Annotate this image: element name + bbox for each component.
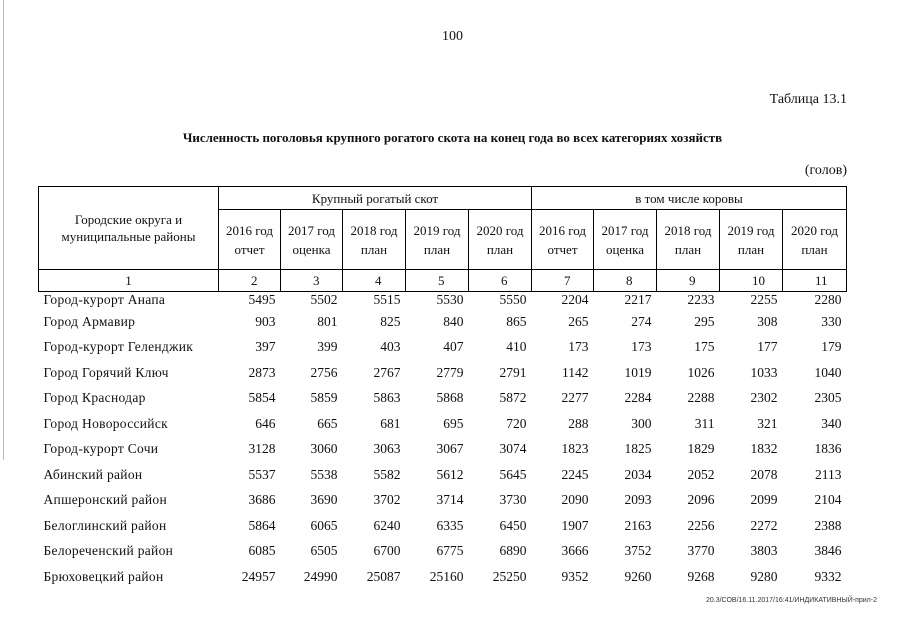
year-header: [219, 210, 281, 270]
value-cell: 1836: [814, 441, 842, 457]
district-name: Белоглинский район: [43, 517, 167, 533]
table-row: [39, 462, 847, 488]
value-cell: 695: [443, 415, 464, 431]
value-cell: 25160: [429, 568, 464, 584]
table-row: [39, 335, 847, 361]
value-cell: 1832: [750, 441, 778, 457]
value-cell: 5550: [499, 292, 527, 307]
value-cell: 2388: [814, 517, 842, 533]
value-cell: 3730: [499, 492, 527, 508]
cattle-group-header: Крупный рогатый скот: [219, 187, 532, 210]
value-cell: 3690: [310, 492, 338, 508]
value-cell: 801: [317, 313, 338, 329]
value-cell: 3803: [750, 543, 778, 559]
table-row: [39, 360, 847, 386]
value-cell: 2163: [624, 517, 652, 533]
value-cell: 403: [380, 339, 401, 355]
value-cell: 2093: [624, 492, 652, 508]
year-header: [281, 210, 343, 270]
value-cell: 24990: [303, 568, 338, 584]
value-cell: 2099: [750, 492, 778, 508]
value-cell: 2288: [687, 390, 715, 406]
value-cell: 24957: [241, 568, 276, 584]
value-cell: 2305: [814, 390, 842, 406]
value-cell: 5645: [499, 466, 527, 482]
value-cell: 9332: [814, 568, 842, 584]
value-cell: 3067: [436, 441, 464, 457]
column-number: 2: [219, 270, 281, 292]
district-name: Город Горячий Ключ: [43, 364, 169, 380]
value-cell: 5515: [373, 292, 401, 307]
value-cell: 5868: [436, 390, 464, 406]
value-cell: 825: [380, 313, 401, 329]
district-name: Брюховецкий район: [43, 568, 164, 584]
value-cell: 399: [317, 339, 338, 355]
value-cell: 2113: [815, 466, 842, 482]
column-number: 8: [594, 270, 657, 292]
value-cell: 5495: [248, 292, 276, 307]
value-cell: 288: [568, 415, 589, 431]
value-cell: 2302: [750, 390, 778, 406]
district-name: Город-курорт Сочи: [43, 441, 159, 457]
value-cell: 311: [694, 415, 715, 431]
value-cell: 308: [757, 313, 778, 329]
year-kind: план: [360, 241, 388, 257]
value-cell: 2090: [561, 492, 589, 508]
year-label: 2018 год: [350, 222, 398, 238]
value-cell: 2277: [561, 390, 589, 406]
district-name: Город Армавир: [43, 313, 136, 329]
value-cell: 1829: [687, 441, 715, 457]
value-cell: 274: [631, 313, 652, 329]
value-cell: 2255: [750, 292, 778, 307]
value-cell: 25250: [492, 568, 527, 584]
value-cell: 407: [443, 339, 464, 355]
column-number: 3: [281, 270, 343, 292]
table-id: Таблица 13.1: [769, 92, 847, 107]
column-number: 4: [343, 270, 406, 292]
unit-label: (голов): [804, 163, 847, 178]
value-cell: 3686: [248, 492, 276, 508]
value-cell: 6700: [373, 543, 401, 559]
value-cell: 6335: [436, 517, 464, 533]
column-number: 11: [783, 270, 847, 292]
year-header: [343, 210, 406, 270]
scan-edge-line: [3, 0, 4, 460]
value-cell: 9280: [750, 568, 778, 584]
value-cell: 173: [568, 339, 589, 355]
value-cell: 1040: [814, 364, 842, 380]
value-cell: 5863: [373, 390, 401, 406]
value-cell: 321: [757, 415, 778, 431]
value-cell: 5538: [310, 466, 338, 482]
value-cell: 265: [568, 313, 589, 329]
year-kind: план: [423, 241, 451, 257]
value-cell: 3063: [373, 441, 401, 457]
value-cell: 2233: [687, 292, 715, 307]
column-number: 6: [469, 270, 532, 292]
value-cell: 5864: [248, 517, 276, 533]
table-row: [39, 309, 847, 335]
table-title: Численность поголовья крупного рогатого скота на конец года во всех категориях хозяйств: [182, 130, 723, 145]
value-cell: 720: [506, 415, 527, 431]
value-cell: 3074: [499, 441, 527, 457]
value-cell: 300: [631, 415, 652, 431]
year-kind: оценка: [605, 241, 645, 257]
value-cell: 1026: [687, 364, 715, 380]
district-name: Абинский район: [43, 466, 143, 482]
value-cell: 2779: [436, 364, 464, 380]
value-cell: 2217: [624, 292, 652, 307]
value-cell: 2204: [561, 292, 589, 307]
district-name: Город-курорт Анапа: [43, 292, 166, 307]
value-cell: 2096: [687, 492, 715, 508]
column-number: 9: [657, 270, 720, 292]
value-cell: 3060: [310, 441, 338, 457]
year-kind: оценка: [292, 241, 331, 257]
year-label: 2019 год: [727, 222, 775, 238]
year-label: 2018 год: [664, 222, 712, 238]
table-row: [39, 564, 847, 590]
value-cell: 6505: [310, 543, 338, 559]
value-cell: 2052: [687, 466, 715, 482]
value-cell: 340: [821, 415, 842, 431]
value-cell: 6065: [310, 517, 338, 533]
value-cell: 3846: [814, 543, 842, 559]
table-row: [39, 386, 847, 412]
value-cell: 681: [380, 415, 401, 431]
year-kind: план: [486, 241, 514, 257]
district-name: Апшеронский район: [43, 492, 168, 508]
value-cell: 2078: [750, 466, 778, 482]
value-cell: 6085: [248, 543, 276, 559]
value-cell: 3714: [436, 492, 464, 508]
year-kind: отчет: [234, 241, 265, 257]
year-label: 2017 год: [601, 222, 649, 238]
value-cell: 2280: [814, 292, 842, 307]
value-cell: 5859: [310, 390, 338, 406]
value-cell: 3666: [561, 543, 589, 559]
value-cell: 1825: [624, 441, 652, 457]
value-cell: 2245: [561, 466, 589, 482]
year-header: [657, 210, 720, 270]
value-cell: 3770: [687, 543, 715, 559]
value-cell: 865: [506, 313, 527, 329]
value-cell: 6890: [499, 543, 527, 559]
table-row: [39, 488, 847, 514]
value-cell: 665: [317, 415, 338, 431]
value-cell: 179: [821, 339, 842, 355]
value-cell: 177: [757, 339, 778, 355]
table-row: [39, 411, 847, 437]
year-header: [469, 210, 532, 270]
value-cell: 2284: [624, 390, 652, 406]
year-label: 2020 год: [791, 222, 838, 238]
year-label: 2019 год: [413, 222, 461, 238]
column-number: 10: [720, 270, 783, 292]
value-cell: 6450: [499, 517, 527, 533]
year-kind: отчет: [547, 241, 578, 257]
value-cell: 2256: [687, 517, 715, 533]
page-number: 100: [442, 29, 463, 44]
value-cell: 5502: [310, 292, 338, 307]
value-cell: 840: [443, 313, 464, 329]
value-cell: 5612: [436, 466, 464, 482]
column-number: 5: [406, 270, 469, 292]
value-cell: 9268: [687, 568, 715, 584]
value-cell: 6775: [436, 543, 464, 559]
value-cell: 9260: [624, 568, 652, 584]
value-cell: 903: [255, 313, 276, 329]
year-header: [532, 210, 594, 270]
value-cell: 3128: [248, 441, 276, 457]
year-kind: план: [801, 241, 828, 257]
column-number: 1: [39, 270, 219, 292]
value-cell: 1823: [561, 441, 589, 457]
value-cell: 646: [255, 415, 276, 431]
column-number: 7: [532, 270, 594, 292]
value-cell: 5530: [436, 292, 464, 307]
value-cell: 6240: [373, 517, 401, 533]
value-cell: 2873: [248, 364, 276, 380]
table-row: [39, 513, 847, 539]
value-cell: 330: [821, 313, 842, 329]
cows-group-header: в том числе коровы: [532, 187, 847, 210]
row-label-header: Городские округа и муниципальные районы: [39, 187, 219, 270]
year-header: [720, 210, 783, 270]
value-cell: 173: [631, 339, 652, 355]
year-header: [594, 210, 657, 270]
value-cell: 175: [694, 339, 715, 355]
value-cell: 2034: [624, 466, 652, 482]
year-kind: план: [674, 241, 702, 257]
value-cell: 295: [694, 313, 715, 329]
district-name: Город-курорт Геленджик: [43, 339, 194, 355]
year-label: 2017 год: [288, 222, 335, 238]
year-label: 2020 год: [476, 222, 524, 238]
value-cell: 5537: [248, 466, 276, 482]
value-cell: 2272: [750, 517, 778, 533]
document-footer: 20.3/СОВ/16.11.2017/16:41/ИНДИКАТИВНЫЙ-прил-2: [705, 597, 877, 604]
year-header: [783, 210, 847, 270]
value-cell: 2791: [499, 364, 527, 380]
value-cell: 5854: [248, 390, 276, 406]
value-cell: 25087: [366, 568, 401, 584]
table-row: [39, 539, 847, 565]
year-header: [406, 210, 469, 270]
value-cell: 2767: [373, 364, 401, 380]
value-cell: 3752: [624, 543, 652, 559]
value-cell: 410: [506, 339, 527, 355]
district-name: Город Краснодар: [43, 390, 146, 406]
year-label: 2016 год: [226, 222, 273, 238]
value-cell: 397: [255, 339, 276, 355]
value-cell: 1142: [562, 364, 589, 380]
value-cell: 1907: [561, 517, 589, 533]
table-row: [39, 437, 847, 463]
table-row: [39, 292, 847, 310]
value-cell: 3702: [373, 492, 401, 508]
value-cell: 9352: [561, 568, 589, 584]
value-cell: 5582: [373, 466, 401, 482]
value-cell: 5872: [499, 390, 527, 406]
district-name: Белореченский район: [43, 543, 174, 559]
value-cell: 1019: [624, 364, 652, 380]
value-cell: 2756: [310, 364, 338, 380]
value-cell: 1033: [750, 364, 778, 380]
year-label: 2016 год: [539, 222, 586, 238]
year-kind: план: [737, 241, 765, 257]
district-name: Город Новороссийск: [43, 415, 168, 431]
value-cell: 2104: [814, 492, 842, 508]
livestock-table: [38, 186, 847, 590]
